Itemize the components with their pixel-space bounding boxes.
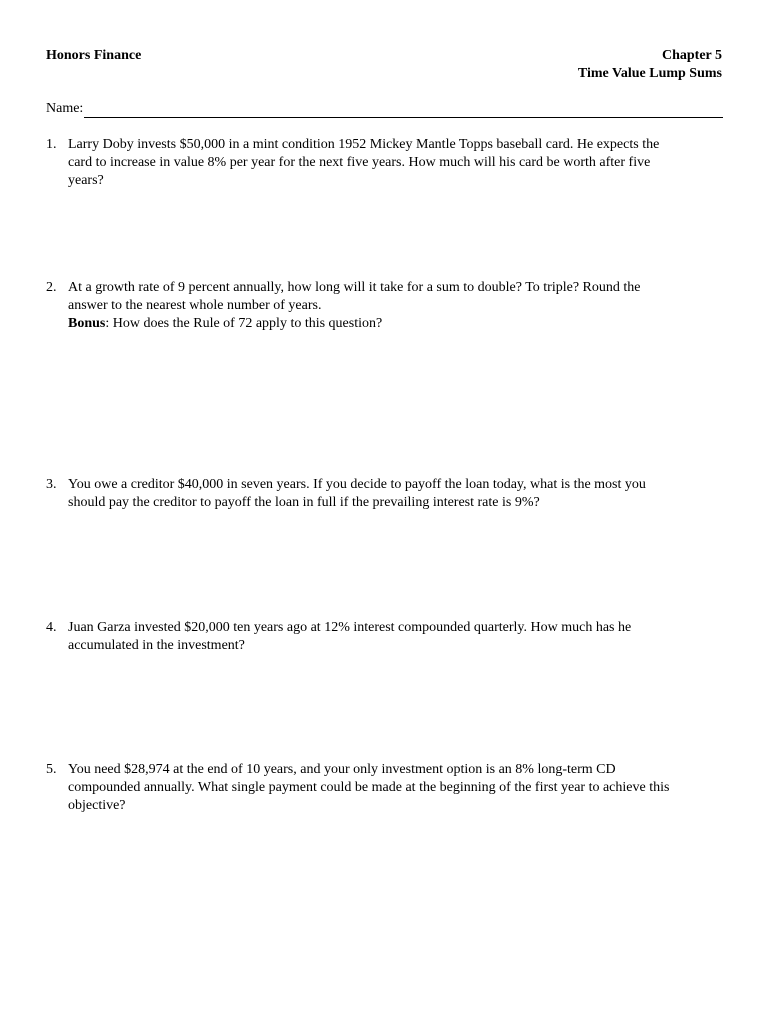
chapter-topic: Time Value Lump Sums [577, 66, 722, 81]
name-label: Name: [46, 101, 84, 116]
question-line: answer to the nearest whole number of years. [68, 298, 322, 313]
question-line: card to increase in value 8% per year for the next five years. How much will his card be worth after five [68, 155, 651, 170]
question-line: At a growth rate of 9 percent annually, how long will it take for a sum to double? To triple? Round the [68, 280, 641, 295]
question-text [68, 279, 726, 333]
question-number: 3. [46, 477, 57, 492]
question-text [68, 476, 726, 512]
question-3 [46, 476, 726, 512]
question-text [68, 761, 726, 815]
question-line: objective? [68, 798, 126, 813]
question-line: years? [68, 173, 104, 188]
question-2 [46, 279, 726, 333]
question-4 [46, 619, 726, 655]
course-title: Honors Finance [46, 48, 142, 63]
question-line: Larry Doby invests $50,000 in a mint condition 1952 Mickey Mantle Topps baseball card. He expects the [68, 137, 660, 152]
question-line: compounded annually. What single payment could be made at the beginning of the first year to achieve this [68, 780, 670, 795]
question-number: 1. [46, 137, 57, 152]
question-line: should pay the creditor to payoff the loan in full if the prevailing interest rate is 9%? [68, 495, 540, 510]
bonus-label: Bonus [68, 316, 106, 331]
chapter-number: Chapter 5 [661, 48, 722, 63]
question-text [68, 136, 726, 190]
bonus-line [68, 315, 726, 333]
bonus-text: : How does the Rule of 72 apply to this question? [105, 316, 383, 331]
question-number: 2. [46, 280, 57, 295]
question-text [68, 619, 726, 655]
question-line: You owe a creditor $40,000 in seven years. If you decide to payoff the loan today, what is the most you [68, 477, 646, 492]
question-number: 4. [46, 620, 57, 635]
chapter-heading [578, 47, 722, 83]
question-number: 5. [46, 762, 57, 777]
name-field [46, 100, 723, 118]
question-line: You need $28,974 at the end of 10 years, and your only investment option is an 8% long-term CD [68, 762, 616, 777]
name-blank-line [84, 101, 723, 118]
question-line: Juan Garza invested $20,000 ten years ago at 12% interest compounded quarterly. How much has he [68, 620, 632, 635]
question-1 [46, 136, 726, 190]
question-5 [46, 761, 726, 815]
question-line: accumulated in the investment? [68, 638, 245, 653]
